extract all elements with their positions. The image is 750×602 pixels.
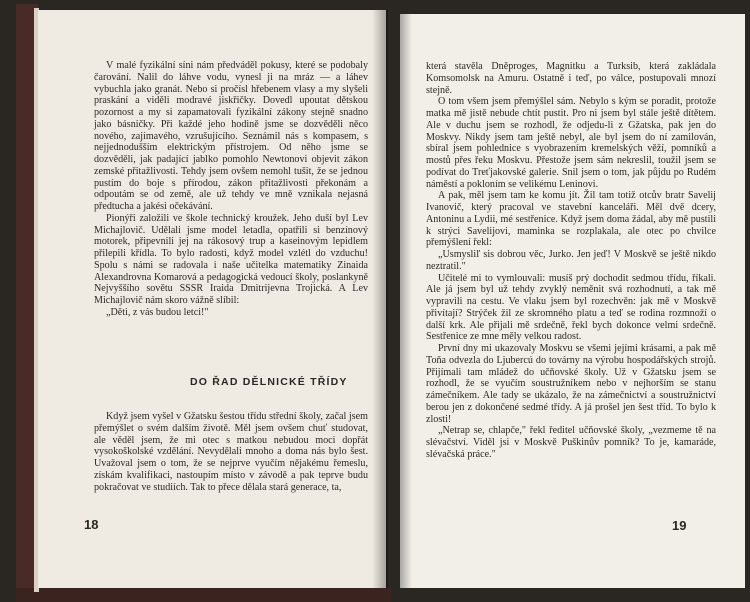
left-page xyxy=(38,10,386,588)
paragraph: Učitelé mi to vymlouvali: musíš prý dochodit sedmou třídu, říkali. Ale já jsem byl už tehdy zvyklý neměnit svá rozhodnutí, a tak mě vypravili na cestu. Ve vlaku jsem byl rozechvěn: jak mě v Moskvě přivítají? Strýček žil ze skromného platu a teď se rodina rozmnoží o další krk. Ale přijali mě srdečně, řekl bych dokonce velmi srdečně. Sestřenice ze mne měly velkou radost. xyxy=(426,272,716,343)
book-gutter-shadow-right xyxy=(400,14,412,588)
paragraph: „Usmysliľ sis dobrou věc, Jurko. Jen jeď! V Moskvě se ještě nikdo neztratil." xyxy=(426,249,716,272)
left-page-text-bottom xyxy=(94,411,368,493)
page-number: 18 xyxy=(84,517,99,532)
chapter-heading: DO ŘAD DĚLNICKÉ TŘÍDY xyxy=(190,376,348,388)
left-page-text-top xyxy=(94,60,368,319)
right-page xyxy=(400,14,745,588)
right-page-text xyxy=(426,61,716,461)
paragraph: O tom všem jsem přemýšlel sám. Nebylo s kým se poradit, protože matka mě jistě nebude chtít pustit. Pro ni jsem byl stále ještě dítětem. Ale v duchu jsem se rozhodl, že odjedu-li z Gžatska, pak jen do Moskvy. Nikdy jsem tam ještě nebyl, ale byl jsem do ní zamilován, sbíral jsem pohlednice s vyobrazením kremelských věží, pomníků a mostů přes řeku Moskvu. Přestože jsem sám nekreslil, toužil jsem se podívat do Treťjakovské galerie. Snil jsem o tom, jak půjdu po Rudém náměstí a pokloním se velikému Leninovi. xyxy=(426,96,716,190)
paragraph: „Děti, z vás budou letci!" xyxy=(106,306,209,318)
page-number: 19 xyxy=(672,518,687,533)
book-gutter-shadow-left xyxy=(372,10,388,588)
paragraph: „Netrap se, chlapče," řekl ředitel učňovské školy, „vezmeme tě na slévačství. Viděl jsi v Moskvě Puškinův pomník? To je, kamaráde, slévačská práce." xyxy=(426,425,716,460)
paragraph: Pionýři založili ve škole technický kroužek. Jeho duší byl Lev Michajlovič. Udělali jsme model letadla, opatřili si benzínový motorek, připevnili jej na rákosový trup a kaseinovým lepidlem přilepili křídla. To bylo radosti, když model vzlétl do vzduchu! Spolu s námi se radovala i naše učitelka matematiky Zinaida Alexandrovna Komarová a pedagogická vedoucí školy, poslankyně Nejvyššího sovětu SSSR Iraida Dmitrijevna Trojická. A Lev Michajlovič nám skoro vážně slíbil: xyxy=(94,212,368,306)
paragraph: A pak, měl jsem tam ke komu jít. Žil tam totiž otcův bratr Savelij Ivanovič, který pracoval ve stavební kanceláři. Měl dvě dcery, Antoninu a Lydii, mé sestřenice. Když jsem doma žádal, aby mě pustili k strýci Savelijovi, maminka se rozplakala, ale otec po chvilce přemýšlení řekl: xyxy=(426,190,716,249)
book-cover-bottom-edge xyxy=(16,588,391,602)
paragraph: V malé fyzikální síni nám předváděl pokusy, které se podobaly čarování. Nalil do láhve vodu, vynesl ji na mráz — a láhev vybuchla jako granát. Nebo si pročísl hřebenem vlasy a my slyšeli praskání a viděli modravé jiskřičky. Dovedl upoutat dětskou pozornost a my si zapamatovali fyzikální zákony stejně snadno jako básničky. Při každé jeho hodině jsme se dozvěděli něco nového, zajímavého, vzrušujícího. Seznámil nás s kompasem, s nejjednodušším elektrickým přístrojem. Od něho jsme se dozvěděli, jak padající jablko pomohlo Newtonovi objevit zákon zemské přitažlivosti. Tehdy jsem ovšem nemohl tušit, že se jednou pustím do boje s přírodou, zákon přitažlivosti překonám a odpoutám se od země, ale už tehdy ve mně vznikala nejasná předtucha a jakési očekávání. xyxy=(94,60,368,212)
paragraph: která stavěla Dněproges, Magnitku a Turksib, která zakládala Komsomolsk na Amuru. Ostatně i teď, po válce, postupovali mnozí stejně. xyxy=(426,61,716,96)
paragraph: První dny mi ukazovaly Moskvu se všemi jejími krásami, a pak mě Toňa odvezla do Ljubercú do továrny na výrobu hospodářských strojů. Přijímali tam mládež do učňovské školy. Už v Gžatsku jsem se rozhodl, že se vyučím soustružníkem nebo v nejhorším se stanu zámečníkem. Ale tady se ukázalo, že na zámečnictví a soustružnictví berou jen z dokončené sedmé třídy. A já prošel jen šest tříd. To bylo k zlosti! xyxy=(426,343,716,425)
paragraph: Když jsem vyšel v Gžatsku šestou třídu střední školy, začal jsem přemýšlet o svém dalším životě. Měl jsem ovšem chuť studovat, ale věděl jsem, že mi otec s matkou nebudou moci dopřát vysokoškolské vzdělání. Nevydělali mnoho a doma nás bylo šest. Uvažoval jsem o tom, že se nejprve vyučím nějakému řemeslu, získám kvalifikaci, nastoupím místo v závodě a pak teprve budu pokračovat ve studiích. Tak to přece dělala stará generace, ta, xyxy=(94,411,368,493)
